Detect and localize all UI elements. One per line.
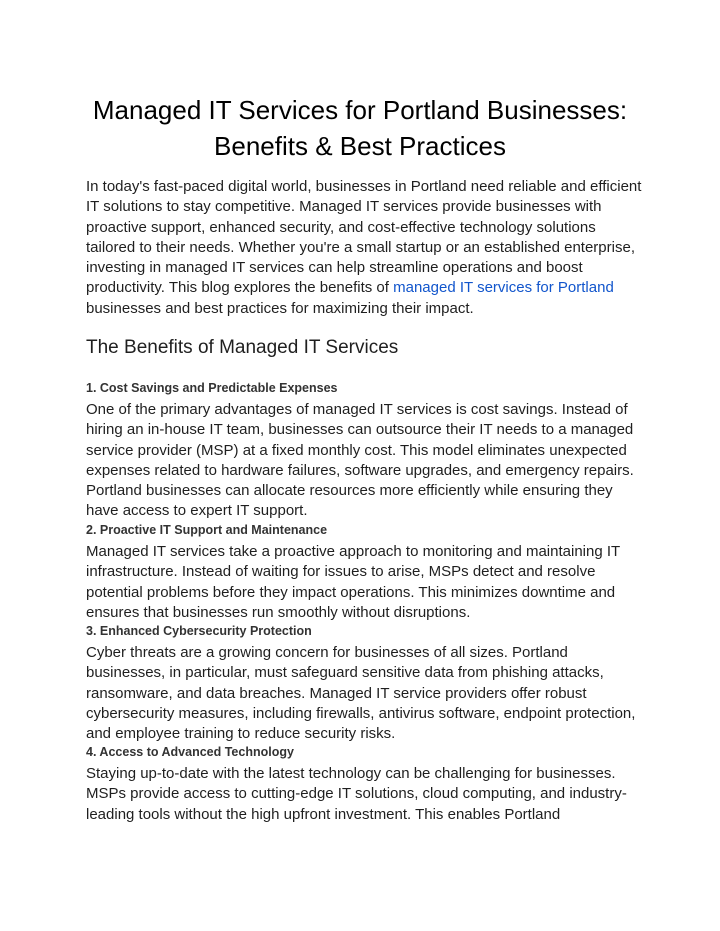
section-heading: The Benefits of Managed IT Services (86, 337, 399, 358)
item-body-cybersecurity: Cyber threats are a growing concern for businesses of all sizes. Portland businesses, in particular, must safeguard sensitive data from phishing attacks, ransomware, and data breaches. Managed IT service providers offer robust cybersecurity measures, including firewalls, antivirus software, endpoint protection, and employee training to reduce security risks. (86, 644, 636, 743)
item-heading-cybersecurity: 3. Enhanced Cybersecurity Protection (86, 624, 312, 638)
item-body-cost-savings: One of the primary advantages of managed IT services is cost savings. Instead of hiring an in-house IT team, businesses can outsource their IT needs to a managed service provider (MSP) at a fixed monthly cost. This model eliminates unexpected expenses related to hardware failures, software upgrades, and emergency repairs. Portland businesses can allocate resources more efficiently while ensuring they have access to expert IT support. (86, 401, 634, 520)
item-heading-advanced-technology: 4. Access to Advanced Technology (86, 745, 294, 759)
title-line-2: Benefits & Best Practices (214, 131, 506, 161)
intro-paragraph (86, 177, 646, 319)
item-body-advanced-technology: Staying up-to-date with the latest technology can be challenging for businesses. MSPs provide access to cutting-edge IT solutions, cloud computing, and industry-leading tools without the high upfront investment. This enables Portland (86, 765, 627, 823)
intro-text-start: In today's fast-paced digital world, businesses in Portland need reliable and efficient IT solutions to stay competitive. Managed IT services provide businesses with proactive support, enhanced security, and cost-effective technology solutions tailored to their needs. Whether you're a small startup or an established enterprise, investing in managed IT services can help streamline operations and boost productivity. This blog explores the benefits of (86, 178, 642, 297)
item-heading-proactive-support: 2. Proactive IT Support and Maintenance (86, 523, 328, 537)
item-heading-cost-savings: 1. Cost Savings and Predictable Expenses (86, 381, 338, 395)
intro-text-end: businesses and best practices for maximizing their impact. (86, 299, 474, 317)
managed-it-services-link[interactable]: managed IT services for Portland (393, 279, 614, 297)
title-line-1: Managed IT Services for Portland Businesses: (92, 95, 628, 125)
page-title (60, 92, 660, 164)
item-body-proactive-support: Managed IT services take a proactive approach to monitoring and maintaining IT infrastructure. Instead of waiting for issues to arise, MSPs detect and resolve potential problems before they impact operations. This minimizes downtime and ensures that businesses run smoothly without disruptions. (86, 543, 620, 621)
